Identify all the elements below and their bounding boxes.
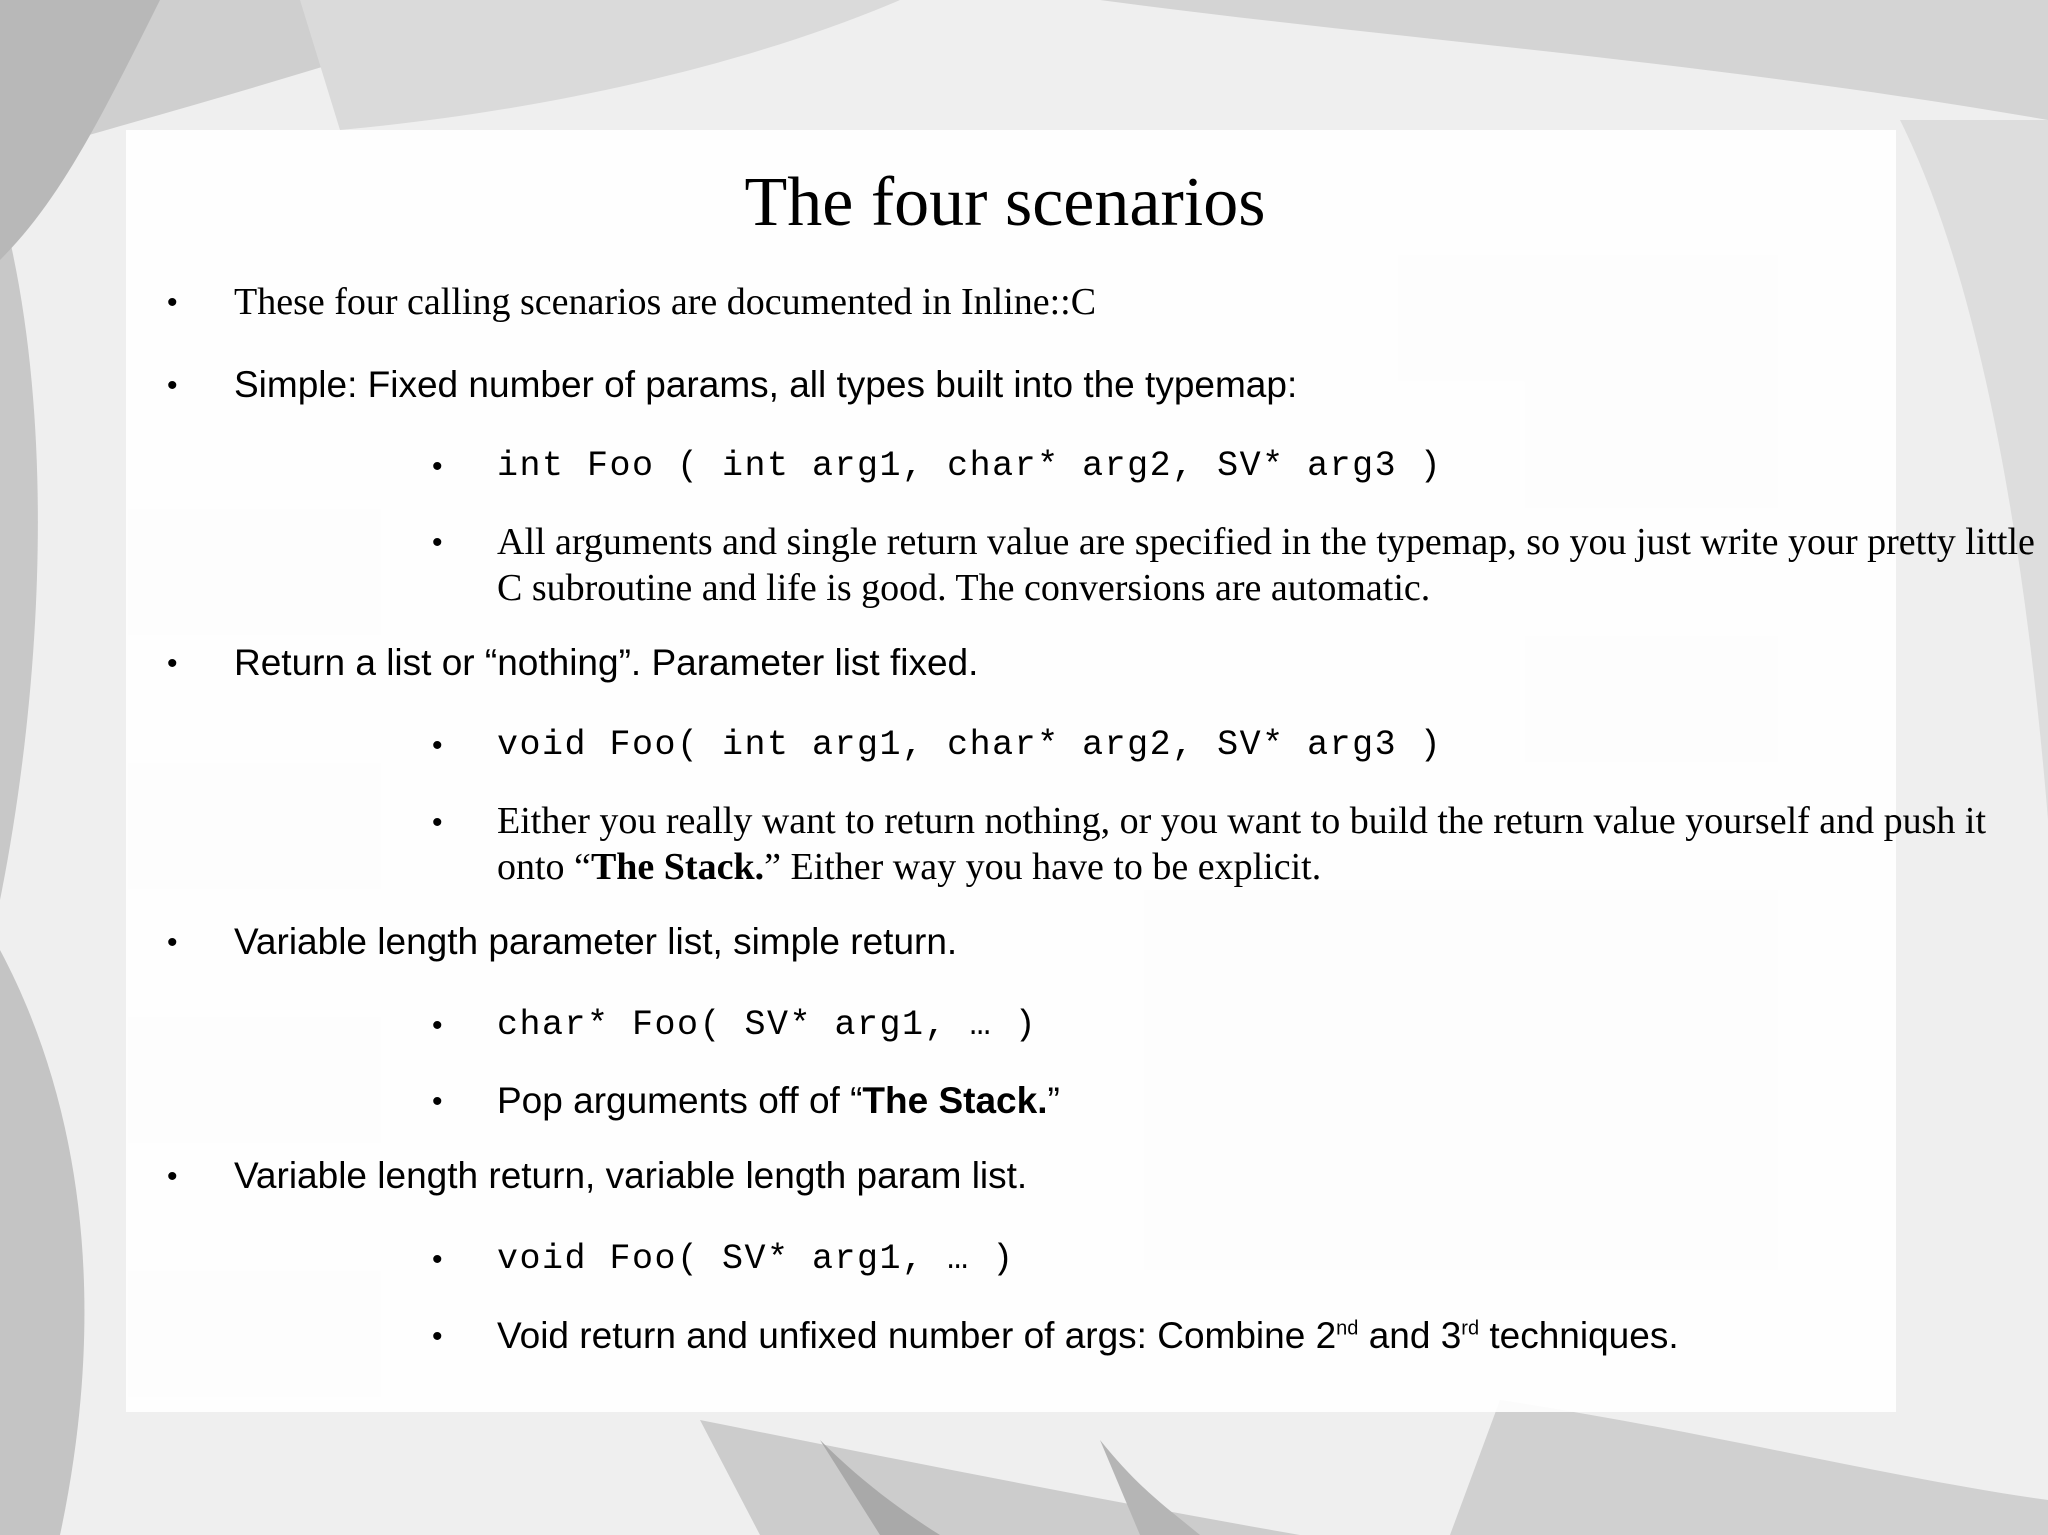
scenario-2-note: Either you really want to return nothing, or you want to build the return value yourself and push it onto “The Stack.” Either way you have to be explicit. xyxy=(497,800,1987,888)
scenario-4-note: Void return and unfixed number of args: Combine 2nd and 3rd techniques. xyxy=(497,1315,1679,1356)
bullet-icon: • xyxy=(432,526,443,559)
scenario-1-note: All arguments and single return value are specified in the typemap, so you just write your pretty little C subroutine and life is good. The conversions are automatic. xyxy=(497,521,2035,609)
scenario-3-note: Pop arguments off of “The Stack.” xyxy=(497,1080,1060,1121)
scenario-1-heading: Simple: Fixed number of params, all types built into the typemap: xyxy=(234,364,1298,405)
bullet-icon: • xyxy=(432,1085,443,1118)
bullet-icon: • xyxy=(167,926,178,959)
slide-title: The four scenarios xyxy=(744,164,1266,241)
intro-text: These four calling scenarios are documented in Inline::C xyxy=(234,281,1097,323)
bullet-icon: • xyxy=(432,1243,443,1276)
bullet-icon: • xyxy=(167,369,178,402)
bullet-icon: • xyxy=(167,1160,178,1193)
scenario-2-code: void Foo( int arg1, char* arg2, SV* arg3 ) xyxy=(497,725,1443,765)
the-stack-emphasis: The Stack. xyxy=(862,1080,1048,1121)
scenario-1-code: int Foo ( int arg1, char* arg2, SV* arg3 ) xyxy=(497,446,1443,486)
the-stack-emphasis: The Stack. xyxy=(590,846,765,888)
bullet-icon: • xyxy=(432,1009,443,1042)
bullet-icon: • xyxy=(167,286,178,319)
bullet-icon: • xyxy=(432,729,443,762)
scenario-4-code: void Foo( SV* arg1, … ) xyxy=(497,1239,1015,1279)
ordinal-suffix: nd xyxy=(1336,1317,1359,1340)
bullet-icon: • xyxy=(432,1320,443,1353)
bullet-icon: • xyxy=(167,647,178,680)
bullet-icon: • xyxy=(432,806,443,839)
scenario-3-heading: Variable length parameter list, simple return. xyxy=(234,921,958,962)
ordinal-suffix: rd xyxy=(1461,1317,1480,1340)
scenario-3-code: char* Foo( SV* arg1, … ) xyxy=(497,1005,1038,1045)
bullet-icon: • xyxy=(432,450,443,483)
scenario-4-heading: Variable length return, variable length param list. xyxy=(234,1155,1028,1196)
scenario-2-heading: Return a list or “nothing”. Parameter list fixed. xyxy=(234,642,979,683)
